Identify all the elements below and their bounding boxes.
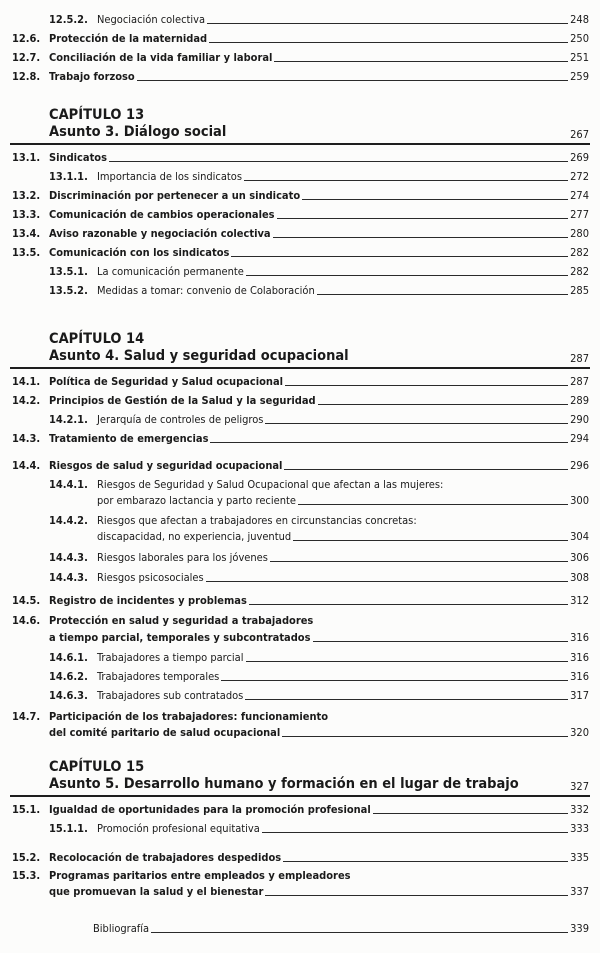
entry-page: 316 [570,631,589,644]
entry-page: 296 [570,459,589,472]
entry-number: 13.4. [12,227,41,240]
entry-title: Protección en salud y seguridad a trabajadores [49,614,314,627]
entry-title: Conciliación de la vida familiar y laboral [49,51,273,64]
dot-leader [285,385,568,386]
dot-leader [207,23,568,24]
entry-title: Promoción profesional equitativa [97,822,260,835]
entry-title-line2: que promuevan la salud y el bienestar [49,885,264,898]
toc-entry[interactable] [0,459,600,472]
entry-title: Riesgos laborales para los jóvenes [97,551,268,564]
toc-entry[interactable] [0,803,600,816]
entry-page: 339 [570,922,589,935]
entry-title: Participación de los trabajadores: funcionamiento [49,710,329,723]
dot-leader [298,504,568,505]
entry-page: 290 [570,413,589,426]
entry-number: 14.6.3. [49,689,88,702]
entry-title: Política de Seguridad y Salud ocupacional [49,375,284,388]
entry-title: Negociación colectiva [97,13,206,26]
dot-leader [231,256,568,257]
entry-page: 280 [570,227,589,240]
entry-page: 332 [570,803,589,816]
entry-title: Comunicación con los sindicatos [49,246,230,259]
toc-entry[interactable] [0,551,600,564]
dot-leader [313,641,568,642]
entry-page: 250 [570,32,589,45]
entry-page: 294 [570,432,589,445]
dot-leader [373,813,568,814]
entry-page: 320 [570,726,589,739]
entry-number: 14.4.3. [49,551,88,564]
entry-number: 14.4.2. [49,514,88,527]
toc-entry[interactable] [0,413,600,426]
entry-number: 13.1.1. [49,170,88,183]
chapter-label: CAPÍTULO 14 [49,331,145,347]
entry-title: Trabajadores temporales [97,670,220,683]
entry-title: Principios de Gestión de la Salud y la seguridad [49,394,316,407]
toc-entry[interactable] [0,284,600,297]
toc-entry[interactable] [0,869,600,882]
entry-number: 13.5. [12,246,41,259]
entry-number: 15.1. [12,803,41,816]
entry-number: 14.6.2. [49,670,88,683]
entry-page: 289 [570,394,589,407]
entry-page: 251 [570,51,589,64]
toc-entry-continuation[interactable] [0,885,600,898]
dot-leader [265,423,568,424]
entry-number: 14.7. [12,710,41,723]
entry-page: 300 [570,494,589,507]
toc-entry[interactable] [0,651,600,664]
dot-leader [151,932,568,933]
entry-title: Jerarquía de controles de peligros [97,413,264,426]
dot-leader [109,161,568,162]
entry-title: Aviso razonable y negociación colectiva [49,227,271,240]
entry-number: 14.3. [12,432,41,445]
entry-title: Recolocación de trabajadores despedidos [49,851,282,864]
dot-leader [302,199,568,200]
entry-page: 335 [570,851,589,864]
toc-entry-continuation[interactable] [0,726,600,739]
toc-entry[interactable] [0,478,600,491]
entry-number: 14.2. [12,394,41,407]
dot-leader [262,832,568,833]
dot-leader [282,736,568,737]
entry-title: Tratamiento de emergencias [49,432,209,445]
toc-entry[interactable] [0,571,600,584]
toc-entry-continuation[interactable] [0,494,600,507]
entry-number: 13.1. [12,151,41,164]
dot-leader [317,294,568,295]
entry-number: 14.4. [12,459,41,472]
toc-entry[interactable] [0,32,600,45]
toc-entry[interactable] [0,246,600,259]
entry-number: 12.8. [12,70,41,83]
entry-title: Trabajadores sub contratados [97,689,244,702]
chapter-label: CAPÍTULO 15 [49,759,145,775]
toc-entry[interactable] [0,689,600,702]
dot-leader [245,699,568,700]
dot-leader [277,218,568,219]
entry-page: 287 [570,375,589,388]
toc-entry[interactable] [0,189,600,202]
toc-entry-bibliography[interactable] [0,922,600,935]
entry-title: Sindicatos [49,151,108,164]
entry-page: 282 [570,265,589,278]
entry-page: 306 [570,551,589,564]
entry-title-line2: a tiempo parcial, temporales y subcontratados [49,631,311,644]
entry-number: 15.2. [12,851,41,864]
entry-title: Importancia de los sindicatos [97,170,242,183]
entry-title: Riesgos psicosociales [97,571,204,584]
dot-leader [244,180,568,181]
entry-page: 312 [570,594,589,607]
chapter-title[interactable]: Asunto 3. Diálogo social [49,124,227,140]
entry-page: 259 [570,70,589,83]
toc-entry[interactable] [0,710,600,723]
dot-leader [246,661,568,662]
toc-entry[interactable] [0,151,600,164]
entry-number: 13.5.1. [49,265,88,278]
entry-page: 316 [570,670,589,683]
entry-title: Medidas a tomar: convenio de Colaboración [97,284,315,297]
entry-page: 317 [570,689,589,702]
dot-leader [209,42,568,43]
chapter-title[interactable]: Asunto 4. Salud y seguridad ocupacional [49,348,349,364]
toc-entry[interactable] [0,208,600,221]
toc-entry[interactable] [0,851,600,864]
entry-number: 14.6.1. [49,651,88,664]
dot-leader [210,442,568,443]
toc-entry[interactable] [0,227,600,240]
entry-number: 14.1. [12,375,41,388]
entry-page: 277 [570,208,589,221]
dot-leader [246,275,568,276]
entry-page: 285 [570,284,589,297]
chapter-rule [10,367,590,369]
toc-entry-continuation[interactable] [0,530,600,543]
dot-leader [265,895,568,896]
entry-number: 13.5.2. [49,284,88,297]
dot-leader [206,581,568,582]
entry-page: 304 [570,530,589,543]
dot-leader [283,861,568,862]
dot-leader [274,61,568,62]
entry-number: 12.7. [12,51,41,64]
entry-title: Riesgos de Seguridad y Salud Ocupacional que afectan a las mujeres: [97,478,444,491]
entry-number: 14.4.1. [49,478,88,491]
entry-title: La comunicación permanente [97,265,244,278]
entry-title: Programas paritarios entre empleados y empleadores [49,869,351,882]
entry-title: Riesgos que afectan a trabajadores en circunstancias concretas: [97,514,417,527]
entry-number: 15.1.1. [49,822,88,835]
toc-entry[interactable] [0,13,600,26]
dot-leader [270,561,568,562]
entry-page: 337 [570,885,589,898]
dot-leader [273,237,568,238]
entry-page: 282 [570,246,589,259]
toc-entry-continuation[interactable] [0,631,600,644]
entry-number: 14.2.1. [49,413,88,426]
entry-page: 248 [570,13,589,26]
entry-number: 14.4.3. [49,571,88,584]
entry-title: Riesgos de salud y seguridad ocupacional [49,459,283,472]
toc-entry[interactable] [0,70,600,83]
dot-leader [293,540,568,541]
entry-title: Igualdad de oportunidades para la promoción profesional [49,803,371,816]
dot-leader [318,404,568,405]
toc-entry[interactable] [0,394,600,407]
chapter-page: 267 [570,128,589,141]
entry-page: 272 [570,170,589,183]
entry-number: 14.6. [12,614,41,627]
toc-entry[interactable] [0,51,600,64]
entry-title: Bibliografía [93,922,150,935]
chapter-rule [10,143,590,145]
toc-entry[interactable] [0,594,600,607]
toc-entry[interactable] [0,514,600,527]
entry-number: 14.5. [12,594,41,607]
entry-number: 13.2. [12,189,41,202]
toc-entry[interactable] [0,614,600,627]
entry-page: 333 [570,822,589,835]
toc-entry[interactable] [0,432,600,445]
entry-number: 13.3. [12,208,41,221]
toc-entry[interactable] [0,822,600,835]
dot-leader [221,680,568,681]
chapter-rule [10,795,590,797]
entry-number: 12.6. [12,32,41,45]
entry-title: Protección de la maternidad [49,32,208,45]
entry-title: Trabajadores a tiempo parcial [97,651,244,664]
toc-entry[interactable] [0,170,600,183]
chapter-page: 287 [570,352,589,365]
entry-number: 15.3. [12,869,41,882]
entry-title: Trabajo forzoso [49,70,135,83]
entry-page: 269 [570,151,589,164]
entry-number: 12.5.2. [49,13,88,26]
entry-title: Discriminación por pertenecer a un sindicato [49,189,301,202]
dot-leader [249,604,568,605]
entry-title-line2: por embarazo lactancia y parto reciente [97,494,296,507]
entry-title-line2: discapacidad, no experiencia, juventud [97,530,292,543]
chapter-page: 327 [570,780,589,793]
chapter-label: CAPÍTULO 13 [49,107,145,123]
entry-page: 274 [570,189,589,202]
entry-title: Registro de incidentes y problemas [49,594,247,607]
entry-title: Comunicación de cambios operacionales [49,208,275,221]
entry-page: 308 [570,571,589,584]
entry-page: 316 [570,651,589,664]
toc-entry[interactable] [0,670,600,683]
chapter-title[interactable]: Asunto 5. Desarrollo humano y formación en el lugar de trabajo [49,776,519,792]
toc-entry[interactable] [0,375,600,388]
toc-entry[interactable] [0,265,600,278]
entry-title-line2: del comité paritario de salud ocupacional [49,726,281,739]
dot-leader [284,469,568,470]
dot-leader [137,80,568,81]
